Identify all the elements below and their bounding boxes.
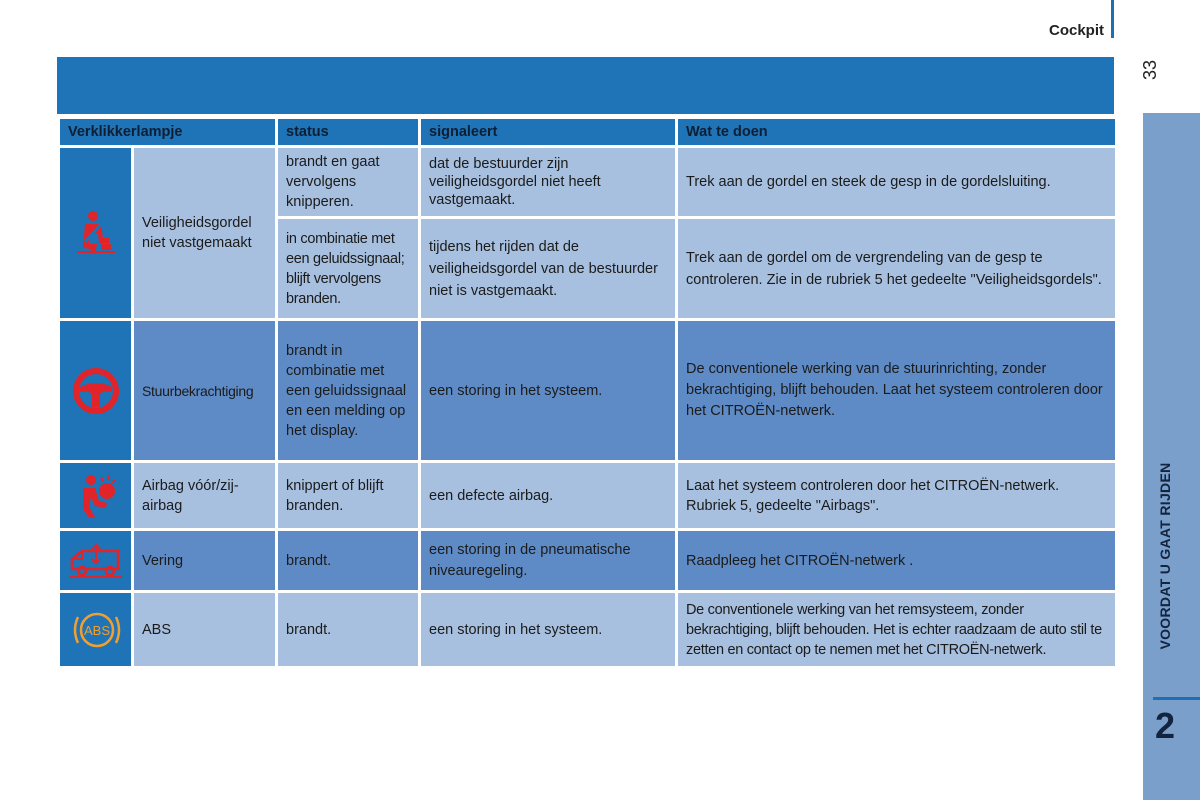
page-number: 33 — [1140, 59, 1160, 81]
action-cell: Laat het systeem controleren door het CITROËN-netwerk. Rubriek 5, gedeelte "Airbags". — [677, 462, 1117, 530]
section-title: Cockpit — [1048, 22, 1104, 39]
signals-cell: tijdens het rijden dat de veiligheidsgordel van de bestuurder niet is vastgemaakt. — [420, 218, 677, 320]
table-row — [59, 530, 1117, 592]
chapter-number: 2 — [1154, 705, 1176, 746]
action-cell: De conventionele werking van de stuurinrichting, zonder bekrachtiging, blijft behouden. Laat het systeem controleren door het CITROËN-netwerk. — [677, 320, 1117, 462]
status-cell: in combinatie met een geluidssignaal; blijft vervolgens branden. — [277, 218, 420, 320]
table-row — [59, 320, 1117, 462]
table-row — [59, 147, 1117, 218]
status-cell: brandt. — [277, 530, 420, 592]
table-row — [59, 592, 1117, 668]
signals-cell: een defecte airbag. — [420, 462, 677, 530]
status-cell: brandt in combinatie met een geluidssignaal en een melding op het display. — [277, 320, 420, 462]
chapter-title: VOORDAT U GAAT RIJDEN — [1157, 462, 1173, 650]
column-header: status — [277, 118, 420, 147]
chapter-rule — [1153, 697, 1200, 700]
abs-icon — [68, 605, 123, 655]
table-row — [59, 462, 1117, 530]
icon-cell — [59, 530, 133, 592]
icon-cell — [59, 320, 133, 462]
warning-lamp-table — [57, 116, 1118, 669]
signals-cell: dat de bestuurder zijn veiligheidsgordel niet heeft vastgemaakt. — [420, 147, 677, 218]
column-header: signaleert — [420, 118, 677, 147]
column-header: Verklikkerlampje — [59, 118, 277, 147]
suspension-van-icon — [68, 541, 123, 581]
icon-cell — [59, 592, 133, 668]
airbag-icon — [68, 471, 123, 521]
signals-cell: een storing in de pneumatische niveauregeling. — [420, 530, 677, 592]
status-cell: brandt en gaat vervolgens knipperen. — [277, 147, 420, 218]
icon-cell — [59, 147, 133, 320]
table-title-bar — [57, 57, 1114, 114]
action-cell: Raadpleeg het CITROËN-netwerk . — [677, 530, 1117, 592]
status-cell: brandt. — [277, 592, 420, 668]
seatbelt-icon — [68, 208, 123, 258]
chapter-side-tab — [1143, 113, 1200, 800]
status-cell: knippert of blijft branden. — [277, 462, 420, 530]
abs-icon-text: ABS — [83, 622, 111, 638]
signals-cell: een storing in het systeem. — [420, 592, 677, 668]
lamp-name: Veiligheidsgordel niet vastgemaakt — [133, 147, 277, 320]
signals-cell: een storing in het systeem. — [420, 320, 677, 462]
action-cell: De conventionele werking van het remsysteem, zonder bekrachtiging, blijft behouden. Het is echter raadzaam de auto stil te zetten en contact op te nemen met het CITROËN-netwerk. — [677, 592, 1117, 668]
icon-cell — [59, 462, 133, 530]
lamp-name: ABS — [133, 592, 277, 668]
steering-wheel-icon — [68, 365, 123, 417]
lamp-name: Airbag vóór/zij-airbag — [133, 462, 277, 530]
header-rule — [1111, 0, 1114, 38]
lamp-name: Stuurbekrachtiging — [133, 320, 277, 462]
column-header: Wat te doen — [677, 118, 1117, 147]
action-cell: Trek aan de gordel en steek de gesp in de gordelsluiting. — [677, 147, 1117, 218]
lamp-name: Vering — [133, 530, 277, 592]
action-cell: Trek aan de gordel om de vergrendeling van de gesp te controleren. Zie in de rubriek 5 het gedeelte "Veiligheidsgordels". — [677, 218, 1117, 320]
table-header-row — [59, 118, 1117, 147]
